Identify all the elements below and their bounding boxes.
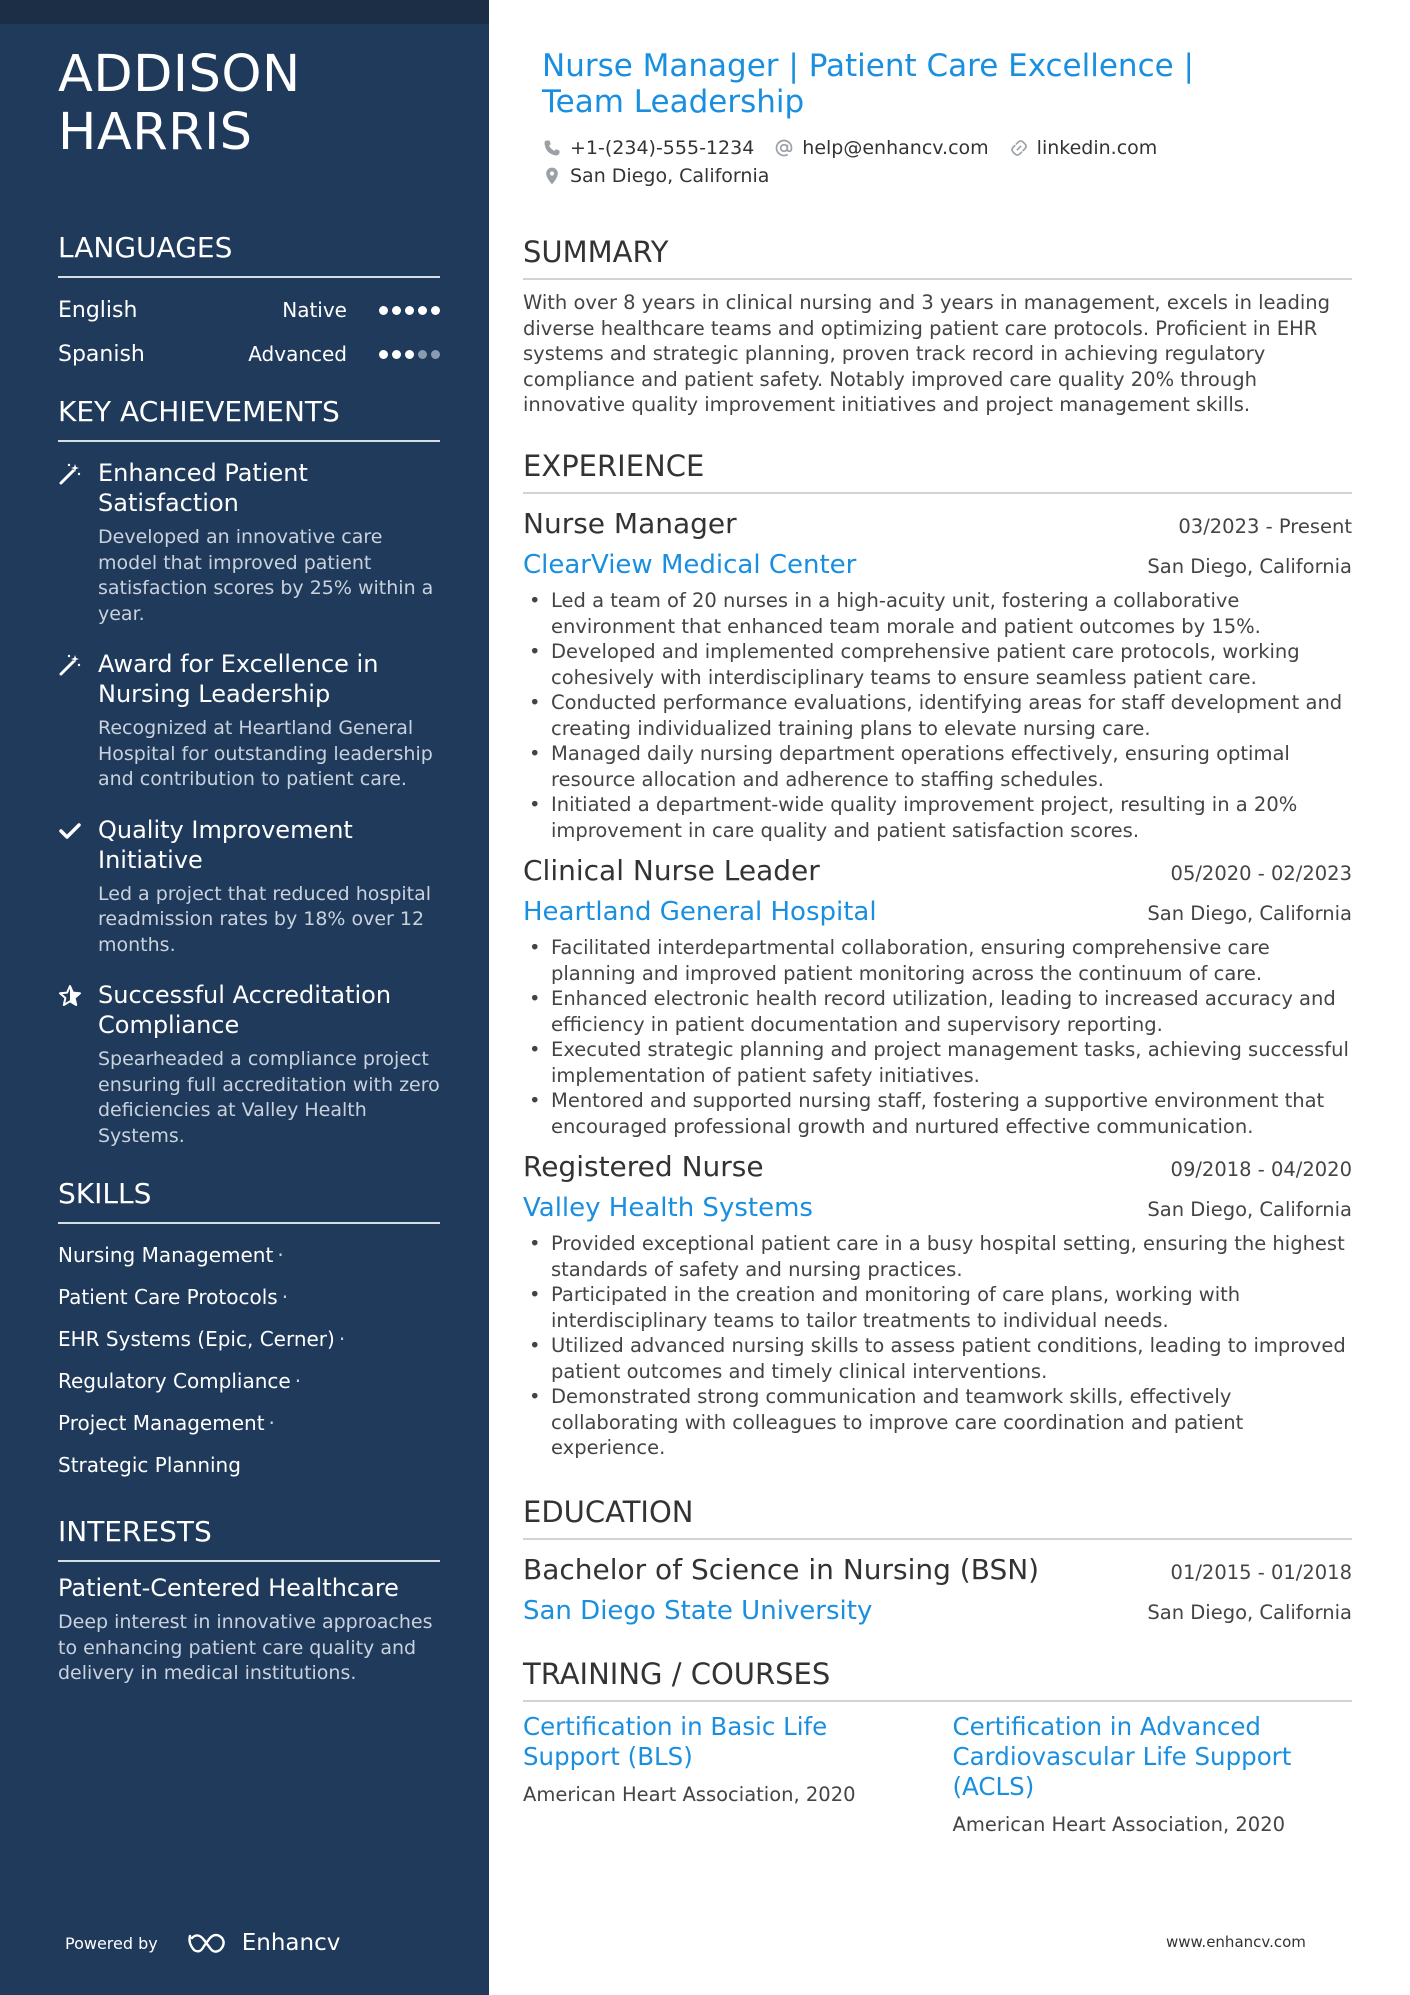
job-bullet: • Facilitated interdepartmental collaboration, ensuring comprehensive care planning and improved patient monitoring across the continuum of care. bbox=[523, 935, 1352, 986]
skill-label: Strategic Planning bbox=[58, 1453, 241, 1477]
skill-item bbox=[58, 1318, 440, 1360]
rating-dot bbox=[431, 306, 440, 315]
language-rating bbox=[379, 306, 440, 315]
skill-label: Regulatory Compliance bbox=[58, 1369, 291, 1393]
job-bullets bbox=[523, 1231, 1352, 1461]
education-date: 01/2015 - 01/2018 bbox=[1170, 1561, 1352, 1584]
skill-separator: · bbox=[277, 1243, 284, 1267]
skill-item bbox=[58, 1360, 440, 1402]
magic-wand-icon bbox=[58, 458, 98, 627]
skill-label: Project Management bbox=[58, 1411, 265, 1435]
linkedin-text: linkedin.com bbox=[1036, 137, 1158, 159]
skill-item bbox=[58, 1444, 440, 1486]
job-bullet: • Developed and implemented comprehensive patient care protocols, working cohesively with interdisciplinary teams to ensure seamless patient care. bbox=[523, 639, 1352, 690]
interest-desc: Deep interest in innovative approaches to enhancing patient care quality and delivery in medical institutions. bbox=[58, 1611, 433, 1684]
education-location: San Diego, California bbox=[1147, 1601, 1352, 1624]
achievement-desc: Recognized at Heartland General Hospital for outstanding leadership and contribution to patient care. bbox=[98, 717, 433, 790]
job-location: San Diego, California bbox=[1147, 555, 1352, 578]
job-bullet: • Managed daily nursing department operations effectively, ensuring optimal resource allocation and adherence to staffing schedules. bbox=[523, 741, 1352, 792]
contact-info bbox=[542, 134, 1342, 190]
job-bullet: • Led a team of 20 nurses in a high-acuity unit, fostering a collaborative environment that enhanced team morale and patient outcomes by 15%. bbox=[523, 588, 1352, 639]
at-icon bbox=[774, 138, 794, 158]
skills-list bbox=[58, 1234, 440, 1486]
location-text: San Diego, California bbox=[570, 165, 770, 187]
achievements-section bbox=[58, 394, 440, 1171]
achievement-title: Successful Accreditation Compliance bbox=[98, 981, 392, 1039]
skill-label: Patient Care Protocols bbox=[58, 1285, 278, 1309]
job-bullets bbox=[523, 588, 1352, 843]
course-title: Certification in Basic Life Support (BLS) bbox=[523, 1712, 828, 1771]
language-level: Native bbox=[282, 298, 347, 322]
job-location: San Diego, California bbox=[1147, 902, 1352, 925]
course-title: Certification in Advanced Cardiovascular Life Support (ACLS) bbox=[952, 1712, 1292, 1801]
job-location: San Diego, California bbox=[1147, 1198, 1352, 1221]
skill-separator: · bbox=[268, 1411, 275, 1435]
footer-site[interactable]: www.enhancv.com bbox=[1166, 1933, 1306, 1951]
contact-email[interactable] bbox=[774, 137, 988, 159]
job-company: ClearView Medical Center bbox=[523, 550, 857, 580]
languages-title: LANGUAGES bbox=[58, 230, 440, 278]
job-title: Nurse Manager bbox=[523, 507, 737, 540]
enhancv-logo[interactable] bbox=[186, 1930, 341, 1956]
course-item bbox=[523, 1712, 923, 1838]
headline: Nurse Manager | Patient Care Excellence | Team Leadership bbox=[542, 48, 1194, 120]
email-text: help@enhancv.com bbox=[802, 137, 989, 159]
education-title: EDUCATION bbox=[523, 1494, 1352, 1540]
skills-section bbox=[58, 1176, 440, 1486]
skills-title: SKILLS bbox=[58, 1176, 440, 1224]
achievement-desc: Led a project that reduced hospital readmission rates by 18% over 12 months. bbox=[98, 882, 432, 956]
job-bullet: • Utilized advanced nursing skills to assess patient conditions, leading to improved patient outcomes and timely clinical interventions. bbox=[523, 1333, 1352, 1384]
sidebar-top-bar bbox=[0, 0, 489, 24]
job-bullet: • Enhanced electronic health record utilization, leading to increased accuracy and efficiency in patient documentation and supervisory reporting. bbox=[523, 986, 1352, 1037]
skill-item bbox=[58, 1402, 440, 1444]
rating-dot bbox=[379, 350, 388, 359]
candidate-name-line: ADDISON bbox=[58, 45, 301, 104]
achievement-item bbox=[58, 649, 440, 793]
skill-item bbox=[58, 1276, 440, 1318]
skill-separator: · bbox=[338, 1327, 346, 1351]
contact-linkedin[interactable] bbox=[1009, 137, 1158, 159]
achievements-title: KEY ACHIEVEMENTS bbox=[58, 394, 440, 442]
job-bullets bbox=[523, 935, 1352, 1139]
rating-dot bbox=[392, 306, 401, 315]
skill-label: Nursing Management bbox=[58, 1243, 274, 1267]
achievement-item bbox=[58, 980, 440, 1149]
contact-location bbox=[542, 165, 769, 187]
job-bullet: • Executed strategic planning and project management tasks, achieving successful implementation of patient safety initiatives. bbox=[523, 1037, 1352, 1088]
achievement-item bbox=[58, 815, 440, 959]
rating-dot bbox=[392, 350, 401, 359]
enhancv-logo-text: Enhancv bbox=[241, 1930, 341, 1956]
experience-title: EXPERIENCE bbox=[523, 448, 1352, 494]
job-date: 05/2020 - 02/2023 bbox=[1170, 862, 1352, 885]
job-bullet: • Initiated a department-wide quality improvement project, resulting in a 20% improvement in care quality and patient satisfaction scores. bbox=[523, 792, 1352, 843]
powered-by bbox=[65, 1930, 340, 1956]
skill-label: EHR Systems (Epic, Cerner) bbox=[58, 1327, 335, 1351]
interest-title: Patient-Centered Healthcare bbox=[58, 1574, 399, 1602]
phone-icon bbox=[542, 138, 562, 158]
rating-dot bbox=[405, 306, 414, 315]
rating-dot bbox=[418, 350, 427, 359]
training-title: TRAINING / COURSES bbox=[523, 1656, 1352, 1702]
interests-title: INTERESTS bbox=[58, 1514, 440, 1562]
achievement-title: Enhanced Patient Satisfaction bbox=[98, 459, 308, 517]
job-bullet: • Conducted performance evaluations, identifying areas for staff development and creating individualized training plans to elevate nursing care. bbox=[523, 690, 1352, 741]
summary-text: With over 8 years in clinical nursing and 3 years in management, excels in leading diverse healthcare teams and optimizing patient care protocols. Proficient in EHR systems and strategic planning, proven track record in achieving regulatory compliance and patient safety. Notably improved care quality 20% through innovative quality improvement initiatives and project management skills. bbox=[523, 291, 1331, 416]
job-bullet: • Provided exceptional patient care in a busy hospital setting, ensuring the highest standards of safety and nursing practices. bbox=[523, 1231, 1352, 1282]
rating-dot bbox=[379, 306, 388, 315]
location-pin-icon bbox=[542, 166, 562, 186]
magic-wand-icon bbox=[58, 649, 98, 793]
powered-by-label: Powered by bbox=[65, 1933, 158, 1953]
skill-separator: · bbox=[294, 1369, 302, 1393]
checkmark-icon bbox=[58, 815, 98, 959]
course-org: American Heart Association, 2020 bbox=[952, 1813, 1286, 1836]
training-section bbox=[523, 1656, 1352, 1838]
language-row bbox=[58, 332, 440, 376]
star-icon bbox=[58, 980, 98, 1149]
achievement-item bbox=[58, 458, 440, 627]
achievement-desc: Spearheaded a compliance project ensuring full accreditation with zero deficiencies at Valley Health Systems. bbox=[98, 1048, 440, 1147]
candidate-name bbox=[58, 46, 301, 162]
summary-title: SUMMARY bbox=[523, 234, 1352, 280]
language-rating bbox=[379, 350, 440, 359]
interests-section bbox=[58, 1514, 440, 1687]
achievement-desc: Developed an innovative care model that improved patient satisfaction scores by 25% within a year. bbox=[98, 526, 434, 625]
job-company: Valley Health Systems bbox=[523, 1193, 813, 1223]
course-org: American Heart Association, 2020 bbox=[523, 1783, 856, 1806]
skill-item bbox=[58, 1234, 440, 1276]
phone-text: +1-(234)-555-1234 bbox=[570, 137, 755, 159]
rating-dot bbox=[405, 350, 414, 359]
summary-section bbox=[523, 234, 1352, 418]
job-title: Clinical Nurse Leader bbox=[523, 854, 820, 887]
achievement-title: Award for Excellence in Nursing Leadership bbox=[98, 650, 379, 708]
sidebar bbox=[0, 0, 489, 1995]
job-date: 03/2023 - Present bbox=[1178, 515, 1352, 538]
rating-dot bbox=[431, 350, 440, 359]
job-entry bbox=[523, 504, 1352, 843]
rating-dot bbox=[418, 306, 427, 315]
contact-phone[interactable] bbox=[542, 137, 754, 159]
job-date: 09/2018 - 04/2020 bbox=[1170, 1158, 1352, 1181]
degree-title: Bachelor of Science in Nursing (BSN) bbox=[523, 1553, 1040, 1586]
job-company: Heartland General Hospital bbox=[523, 897, 877, 927]
education-section bbox=[523, 1494, 1352, 1630]
candidate-name-line: HARRIS bbox=[58, 103, 253, 162]
school-name: San Diego State University bbox=[523, 1596, 873, 1626]
job-title: Registered Nurse bbox=[523, 1150, 764, 1183]
enhancv-logo-icon bbox=[186, 1930, 234, 1956]
language-name: Spanish bbox=[58, 341, 145, 367]
experience-section bbox=[523, 448, 1352, 1469]
job-bullet: • Participated in the creation and monitoring of care plans, working with interdisciplinary teams to tailor treatments to individual needs. bbox=[523, 1282, 1352, 1333]
language-name: English bbox=[58, 297, 138, 323]
languages-section bbox=[58, 230, 440, 376]
skill-separator: · bbox=[281, 1285, 289, 1309]
job-entry bbox=[523, 1147, 1352, 1461]
course-item bbox=[953, 1712, 1353, 1838]
job-entry bbox=[523, 851, 1352, 1139]
achievement-title: Quality Improvement Initiative bbox=[98, 815, 353, 874]
language-row bbox=[58, 288, 440, 332]
job-bullet: • Demonstrated strong communication and teamwork skills, effectively collaborating with colleagues to improve care coordination and patient experience. bbox=[523, 1384, 1352, 1461]
link-icon bbox=[1009, 138, 1029, 158]
job-bullet: • Mentored and supported nursing staff, fostering a supportive environment that encouraged professional growth and nurtured effective communication. bbox=[523, 1088, 1352, 1139]
language-level: Advanced bbox=[248, 342, 347, 366]
